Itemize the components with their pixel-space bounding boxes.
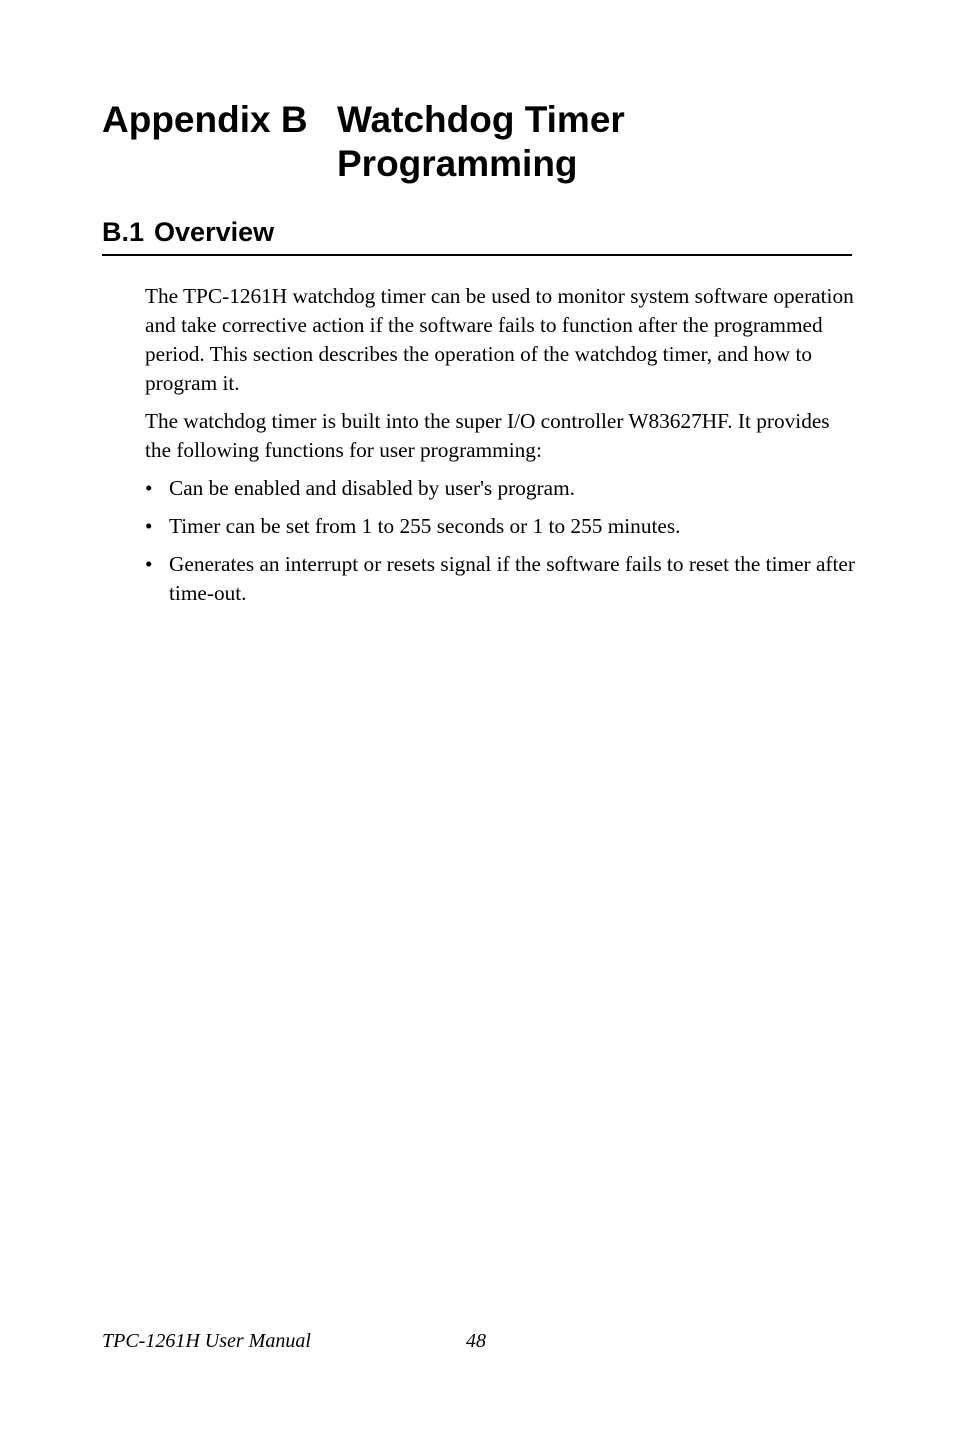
bullet-icon: •	[145, 514, 153, 538]
list-item-text: Generates an interrupt or resets signal if the software fails to reset the timer after time-out.	[169, 552, 855, 605]
list-item-text: Timer can be set from 1 to 255 seconds or 1 to 255 minutes.	[169, 514, 681, 538]
section-title: Overview	[154, 217, 275, 247]
bullet-icon: •	[145, 552, 153, 576]
appendix-label: Appendix B	[102, 99, 308, 140]
section-heading	[102, 214, 852, 256]
section-number: B.1	[102, 217, 145, 247]
paragraph-functions: The watchdog timer is built into the super I/O controller W83627HF. It provides the following functions for user programming:	[145, 409, 830, 462]
list-item	[145, 474, 855, 503]
list-item-text: Can be enabled and disabled by user's program.	[169, 476, 575, 500]
paragraph-intro: The TPC-1261H watchdog timer can be used to monitor system software operation and take corrective action if the software fails to function after the programmed period. This section describes the operation of the watchdog timer, and how to program it.	[145, 284, 854, 395]
footer-page-number: 48	[466, 1330, 486, 1352]
list-item	[145, 512, 855, 541]
body-text	[145, 282, 855, 617]
list-item	[145, 550, 855, 608]
bullet-icon: •	[145, 476, 153, 500]
function-list	[145, 474, 855, 608]
appendix-title-text: Watchdog Timer Programming	[337, 99, 625, 184]
footer-manual-title: TPC-1261H User Manual	[102, 1330, 311, 1352]
